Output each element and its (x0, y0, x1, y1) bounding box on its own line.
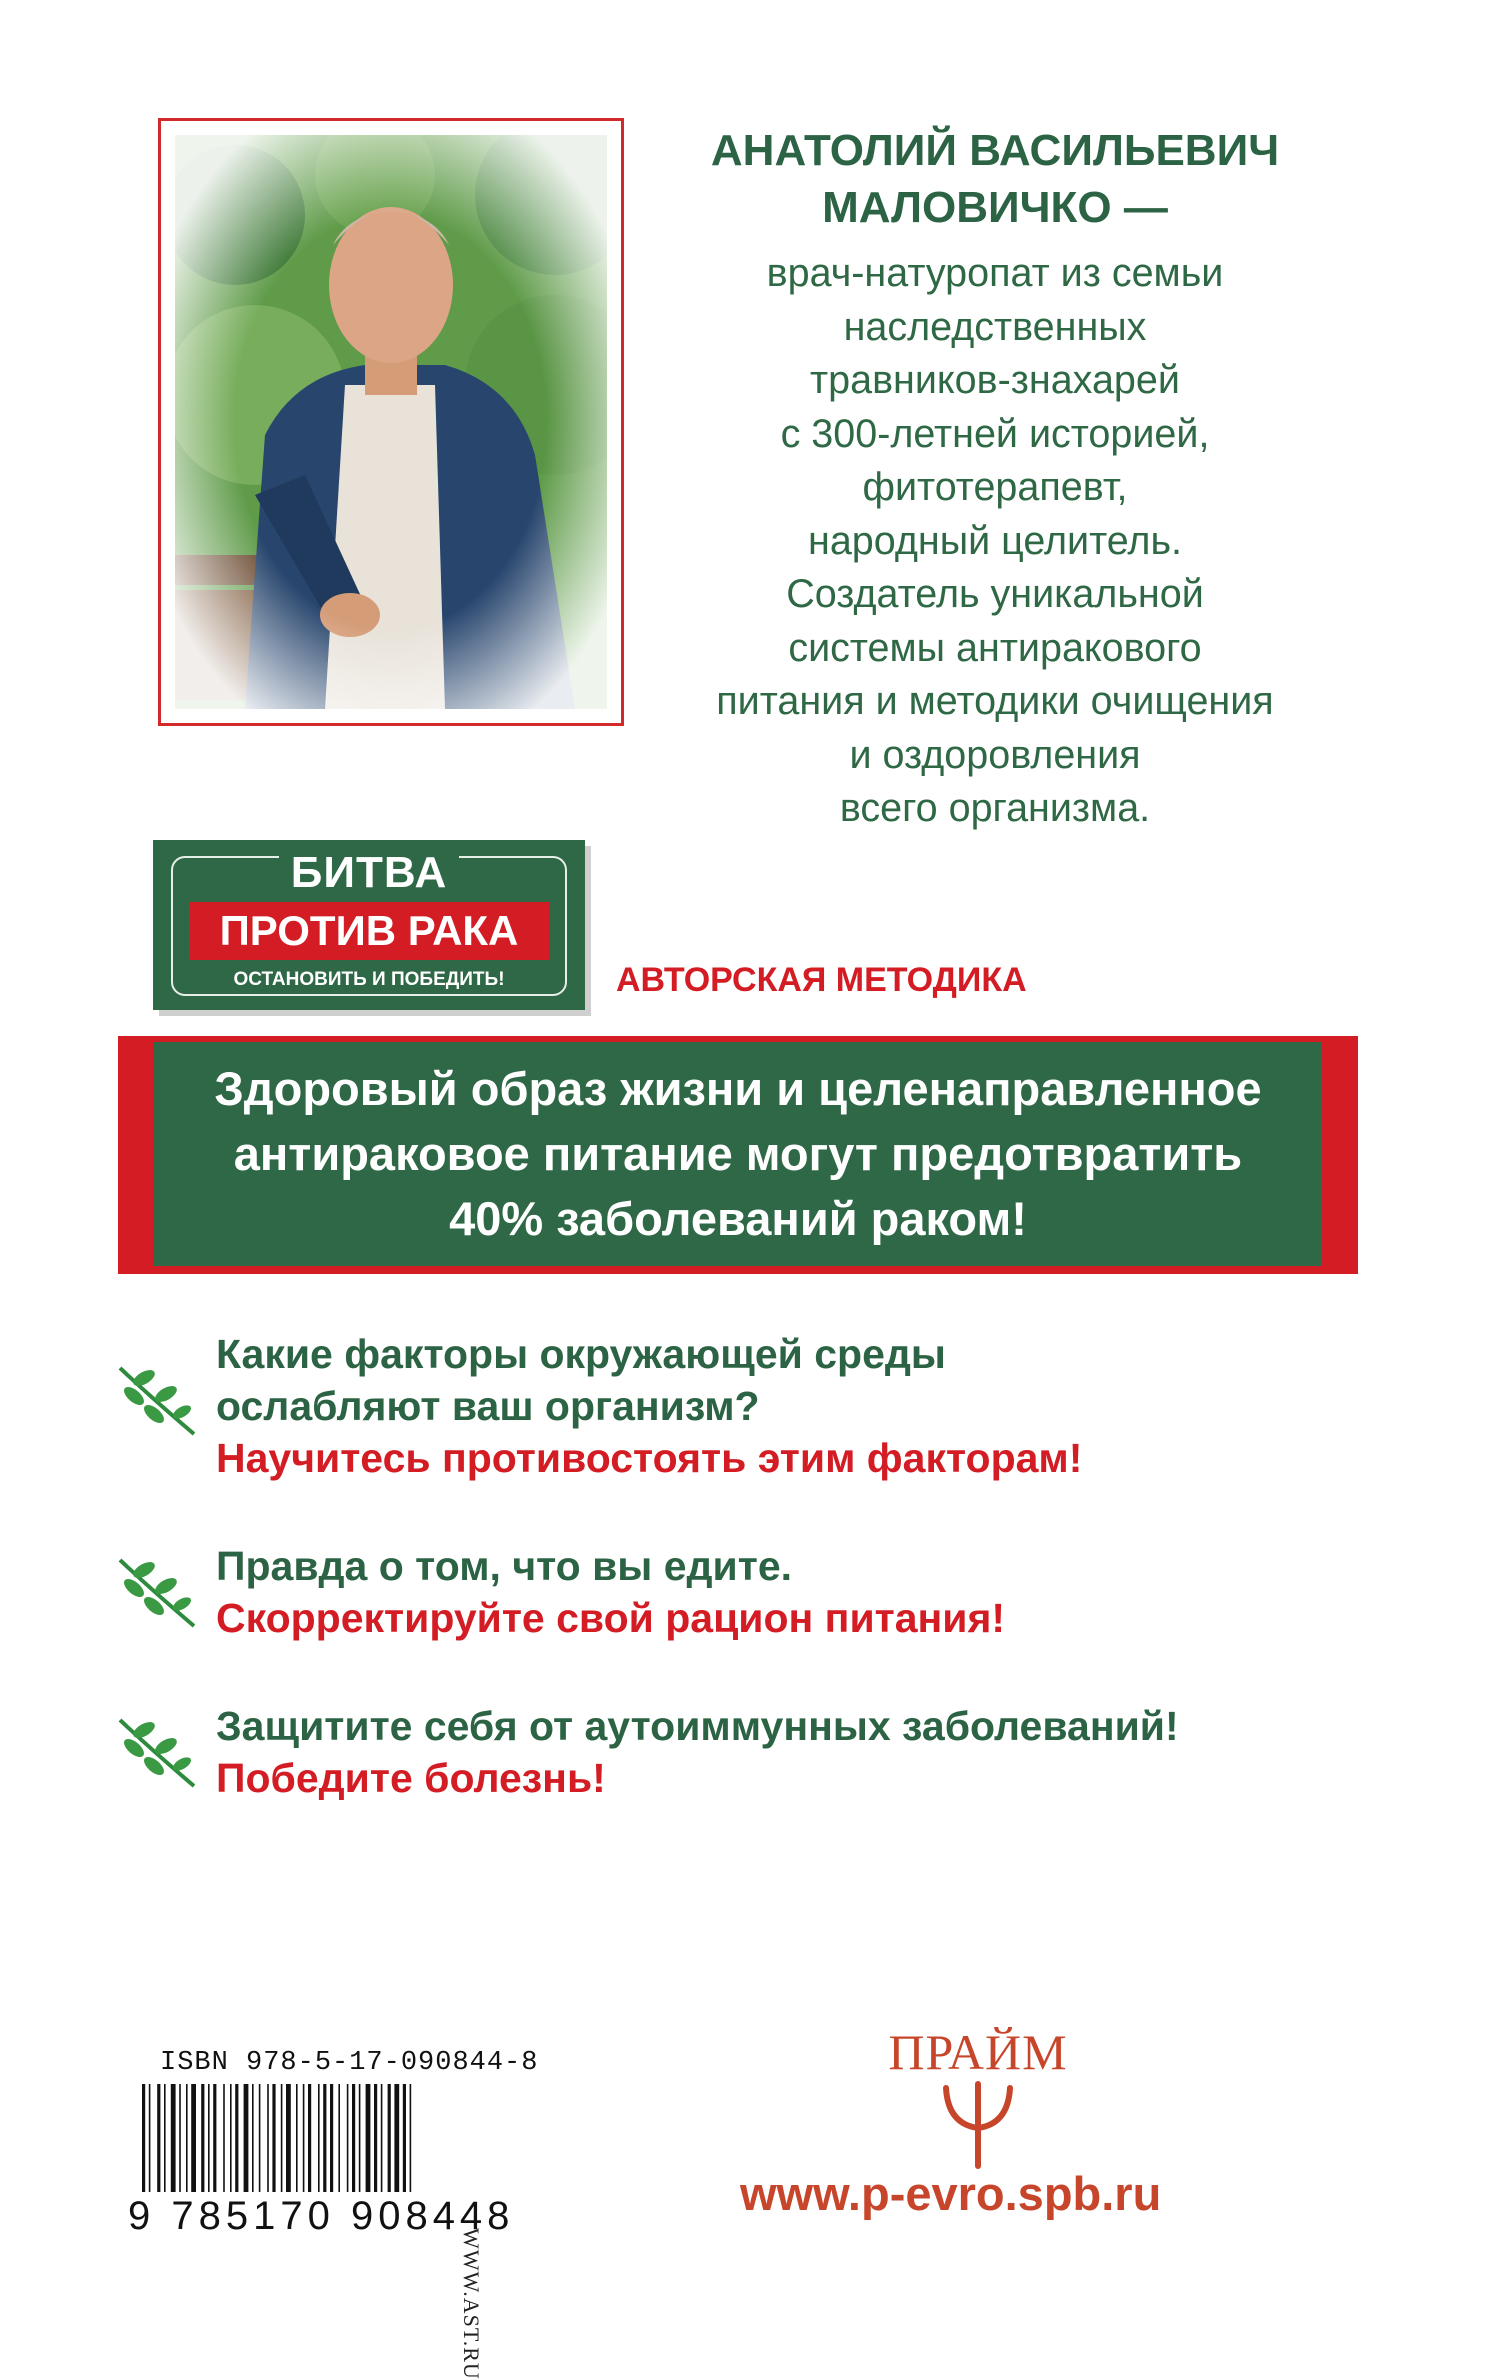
author-bio: врач-натуропат из семьи наследственных травников-знахарей с 300-летней историей, фитотерапевт, народный целитель. Создатель уникальной системы антиракового питания и методики очищения и оздоровления всего организма. (716, 251, 1274, 830)
bullet-callout-1: Научитесь противостоять этим факторам! (216, 1435, 1083, 1481)
promo-banner-text: Здоровый образ жизни и целенаправленное антираковое питание могут предотвратить 40% заболеваний раком! (154, 1042, 1322, 1266)
publisher-logo (868, 2024, 1088, 2175)
barcode-bar (374, 2084, 377, 2192)
barcode-bar (281, 2084, 283, 2192)
promo-banner (118, 1036, 1358, 1274)
barcode-bar (318, 2084, 320, 2192)
barcode-bar (296, 2084, 298, 2192)
barcode-bar (179, 2084, 181, 2192)
author-photo (175, 135, 607, 709)
author-name: АНАТОЛИЙ ВАСИЛЬЕВИЧ МАЛОВИЧКО — (710, 126, 1280, 232)
barcode-bar (303, 2084, 305, 2192)
barcode-bar (213, 2084, 216, 2192)
series-subtitle (153, 968, 585, 992)
series-title-line2: ПРОТИВ РАКА (189, 902, 549, 960)
barcode-bar (171, 2084, 176, 2192)
bullet-callout-3: Победите болезнь! (216, 1755, 606, 1801)
leaf-branch-icon (114, 1552, 200, 1632)
barcode-bar (308, 2084, 311, 2192)
series-title-line1-text: БИТВА (279, 848, 460, 897)
publisher-website: www.p-evro.spb.ru (740, 2167, 1162, 2220)
barcode-bar (157, 2084, 160, 2192)
barcode-bar (272, 2084, 275, 2192)
ast-website: WWW.AST.RU (459, 2228, 484, 2380)
barcode-bar (191, 2084, 196, 2192)
isbn-label: ISBN 978-5-17-090844-8 (160, 2048, 539, 2078)
series-logo (153, 840, 585, 1010)
barcode-bar (223, 2084, 225, 2192)
bullet-text-2 (216, 1540, 1336, 1644)
series-title-line1 (153, 848, 585, 898)
barcode-bar (388, 2084, 391, 2192)
barcode-bar (142, 2084, 145, 2192)
bullet-question-1: Какие факторы окружающей среды ослабляют ваш организм? (216, 1331, 946, 1429)
barcode-bar (359, 2084, 361, 2192)
barcode-bar (394, 2084, 399, 2192)
barcode-bar (286, 2084, 291, 2192)
barcode-bar (164, 2084, 166, 2192)
barcode-bar (381, 2084, 383, 2192)
barcode-bar (338, 2084, 340, 2192)
barcode-bar (235, 2084, 238, 2192)
barcode-bar (352, 2084, 355, 2192)
barcode-digits: 9 785170 908448 (128, 2194, 515, 2238)
barcode-bar (403, 2084, 406, 2192)
author-photo-frame (158, 118, 624, 726)
barcode-bar (330, 2084, 333, 2192)
barcode-bar (410, 2084, 412, 2192)
publisher-name: ПРАЙМ (888, 2024, 1068, 2080)
barcode-bar (201, 2084, 204, 2192)
psi-logo-icon (868, 2080, 1088, 2170)
leaf-branch-icon (114, 1712, 200, 1792)
bullet-text-3 (216, 1700, 1336, 1804)
barcode-bar (366, 2084, 371, 2192)
bullet-text-1 (216, 1328, 1336, 1484)
barcode-bar (259, 2084, 261, 2192)
author-photo-illustration (175, 135, 607, 709)
barcode-bar (244, 2084, 249, 2192)
barcode-bar (149, 2084, 151, 2192)
barcode-bar (267, 2084, 269, 2192)
barcode-bar (186, 2084, 188, 2192)
barcode-bar (230, 2084, 232, 2192)
barcode-bar (252, 2084, 254, 2192)
barcode-bar (347, 2084, 349, 2192)
isbn-barcode (140, 2084, 480, 2194)
method-label: АВТОРСКАЯ МЕТОДИКА (616, 961, 1027, 999)
bullet-callout-2: Скорректируйте свой рацион питания! (216, 1595, 1006, 1641)
barcode-bar (208, 2084, 210, 2192)
bullet-question-3: Защитите себя от аутоиммунных заболеваний! (216, 1703, 1179, 1749)
barcode-bar (323, 2084, 326, 2192)
series-subtitle-text: ОСТАНОВИТЬ И ПОБЕДИТЬ! (223, 969, 514, 990)
leaf-branch-icon (114, 1360, 200, 1440)
bullet-question-2: Правда о том, что вы едите. (216, 1543, 793, 1589)
